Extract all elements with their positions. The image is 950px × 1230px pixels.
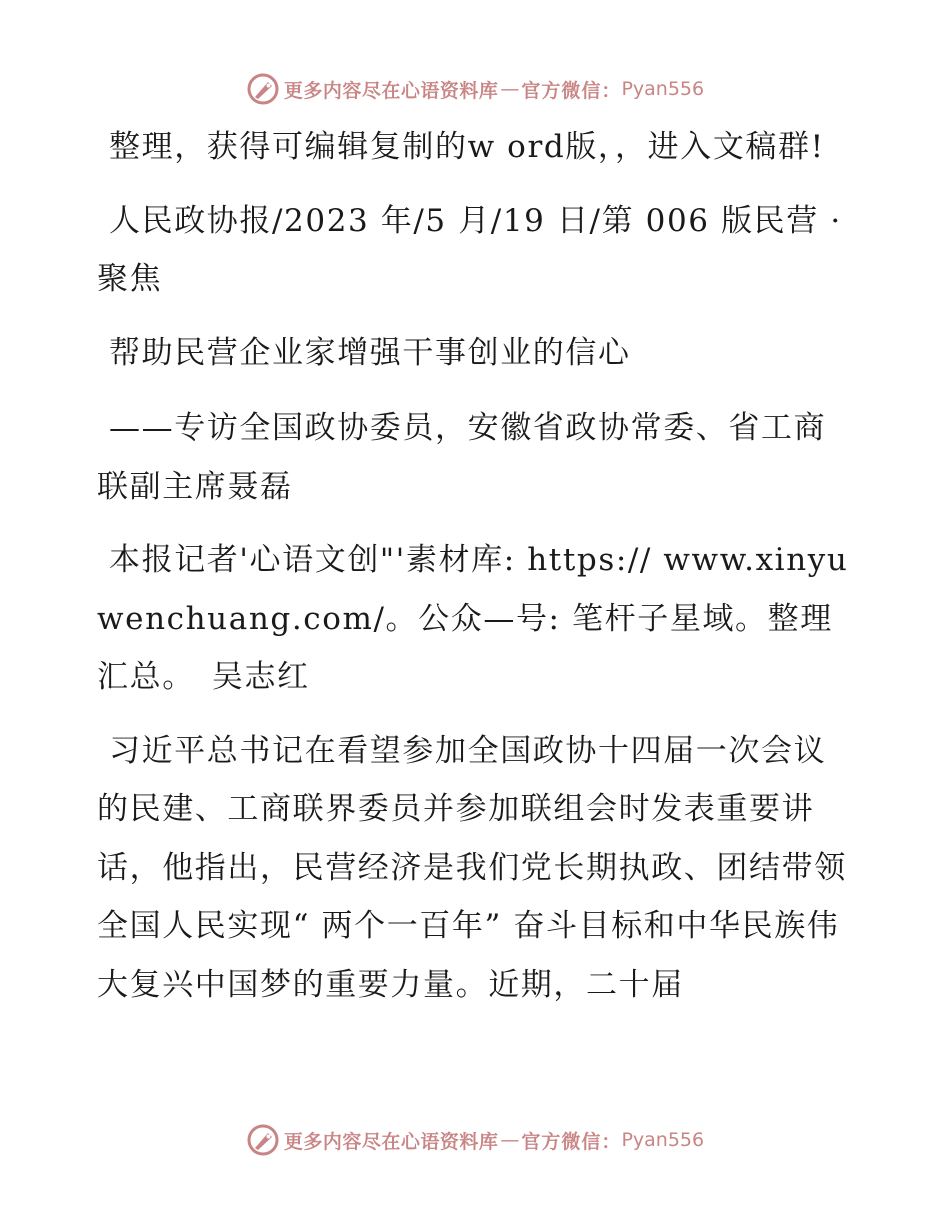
article-subtitle: ——专访全国政协委员，安徽省政协常委、省工商联副主席聂磊 xyxy=(97,410,827,505)
paragraph-source-line: 人民政协报/2023 年/5 月/19 日/第 006 版民营 · 聚焦 xyxy=(97,202,842,297)
pen-nib-logo-icon xyxy=(246,1123,280,1157)
paragraph-intro-note: 整理，获得可编辑复制的w ord版，，进入文稿群! xyxy=(109,129,825,165)
banner-main-text: 更多内容尽在心语资料库 xyxy=(283,1130,499,1153)
paragraph-body: 习近平总书记在看望参加全国政协十四届一次会议的民建、工商联界委员并参加联组会时发表重要讲话，他指出，民营经济是我们党长期执政、团结带领全国人民实现“ 两个一百年” 奋斗目标和中华民族伟大复兴中国梦的重要力量。近期，二十届 xyxy=(97,732,847,1003)
banner-wechat-id: Pyan556 xyxy=(621,78,705,100)
header-watermark-banner xyxy=(0,69,950,109)
banner-dash: — xyxy=(500,78,520,100)
paragraph-byline: 本报记者'心语文创"'素材库: https:// www.xinyuwenchuang.com/。公众—号: 笔杆子星域。整理汇总。 吴志红 xyxy=(97,542,849,695)
article-title: 帮助民营企业家增强干事创业的信心 xyxy=(109,334,631,371)
footer-watermark-banner xyxy=(0,1120,950,1160)
banner-sub-text: 官方微信： xyxy=(521,79,622,102)
document-body xyxy=(97,118,857,1029)
banner-wechat-id: Pyan556 xyxy=(621,1129,705,1151)
banner-sub-text: 官方微信： xyxy=(521,1130,622,1153)
banner-main-text: 更多内容尽在心语资料库 xyxy=(283,79,499,102)
banner-dash: — xyxy=(500,1129,520,1151)
pen-nib-logo-icon xyxy=(246,72,280,106)
